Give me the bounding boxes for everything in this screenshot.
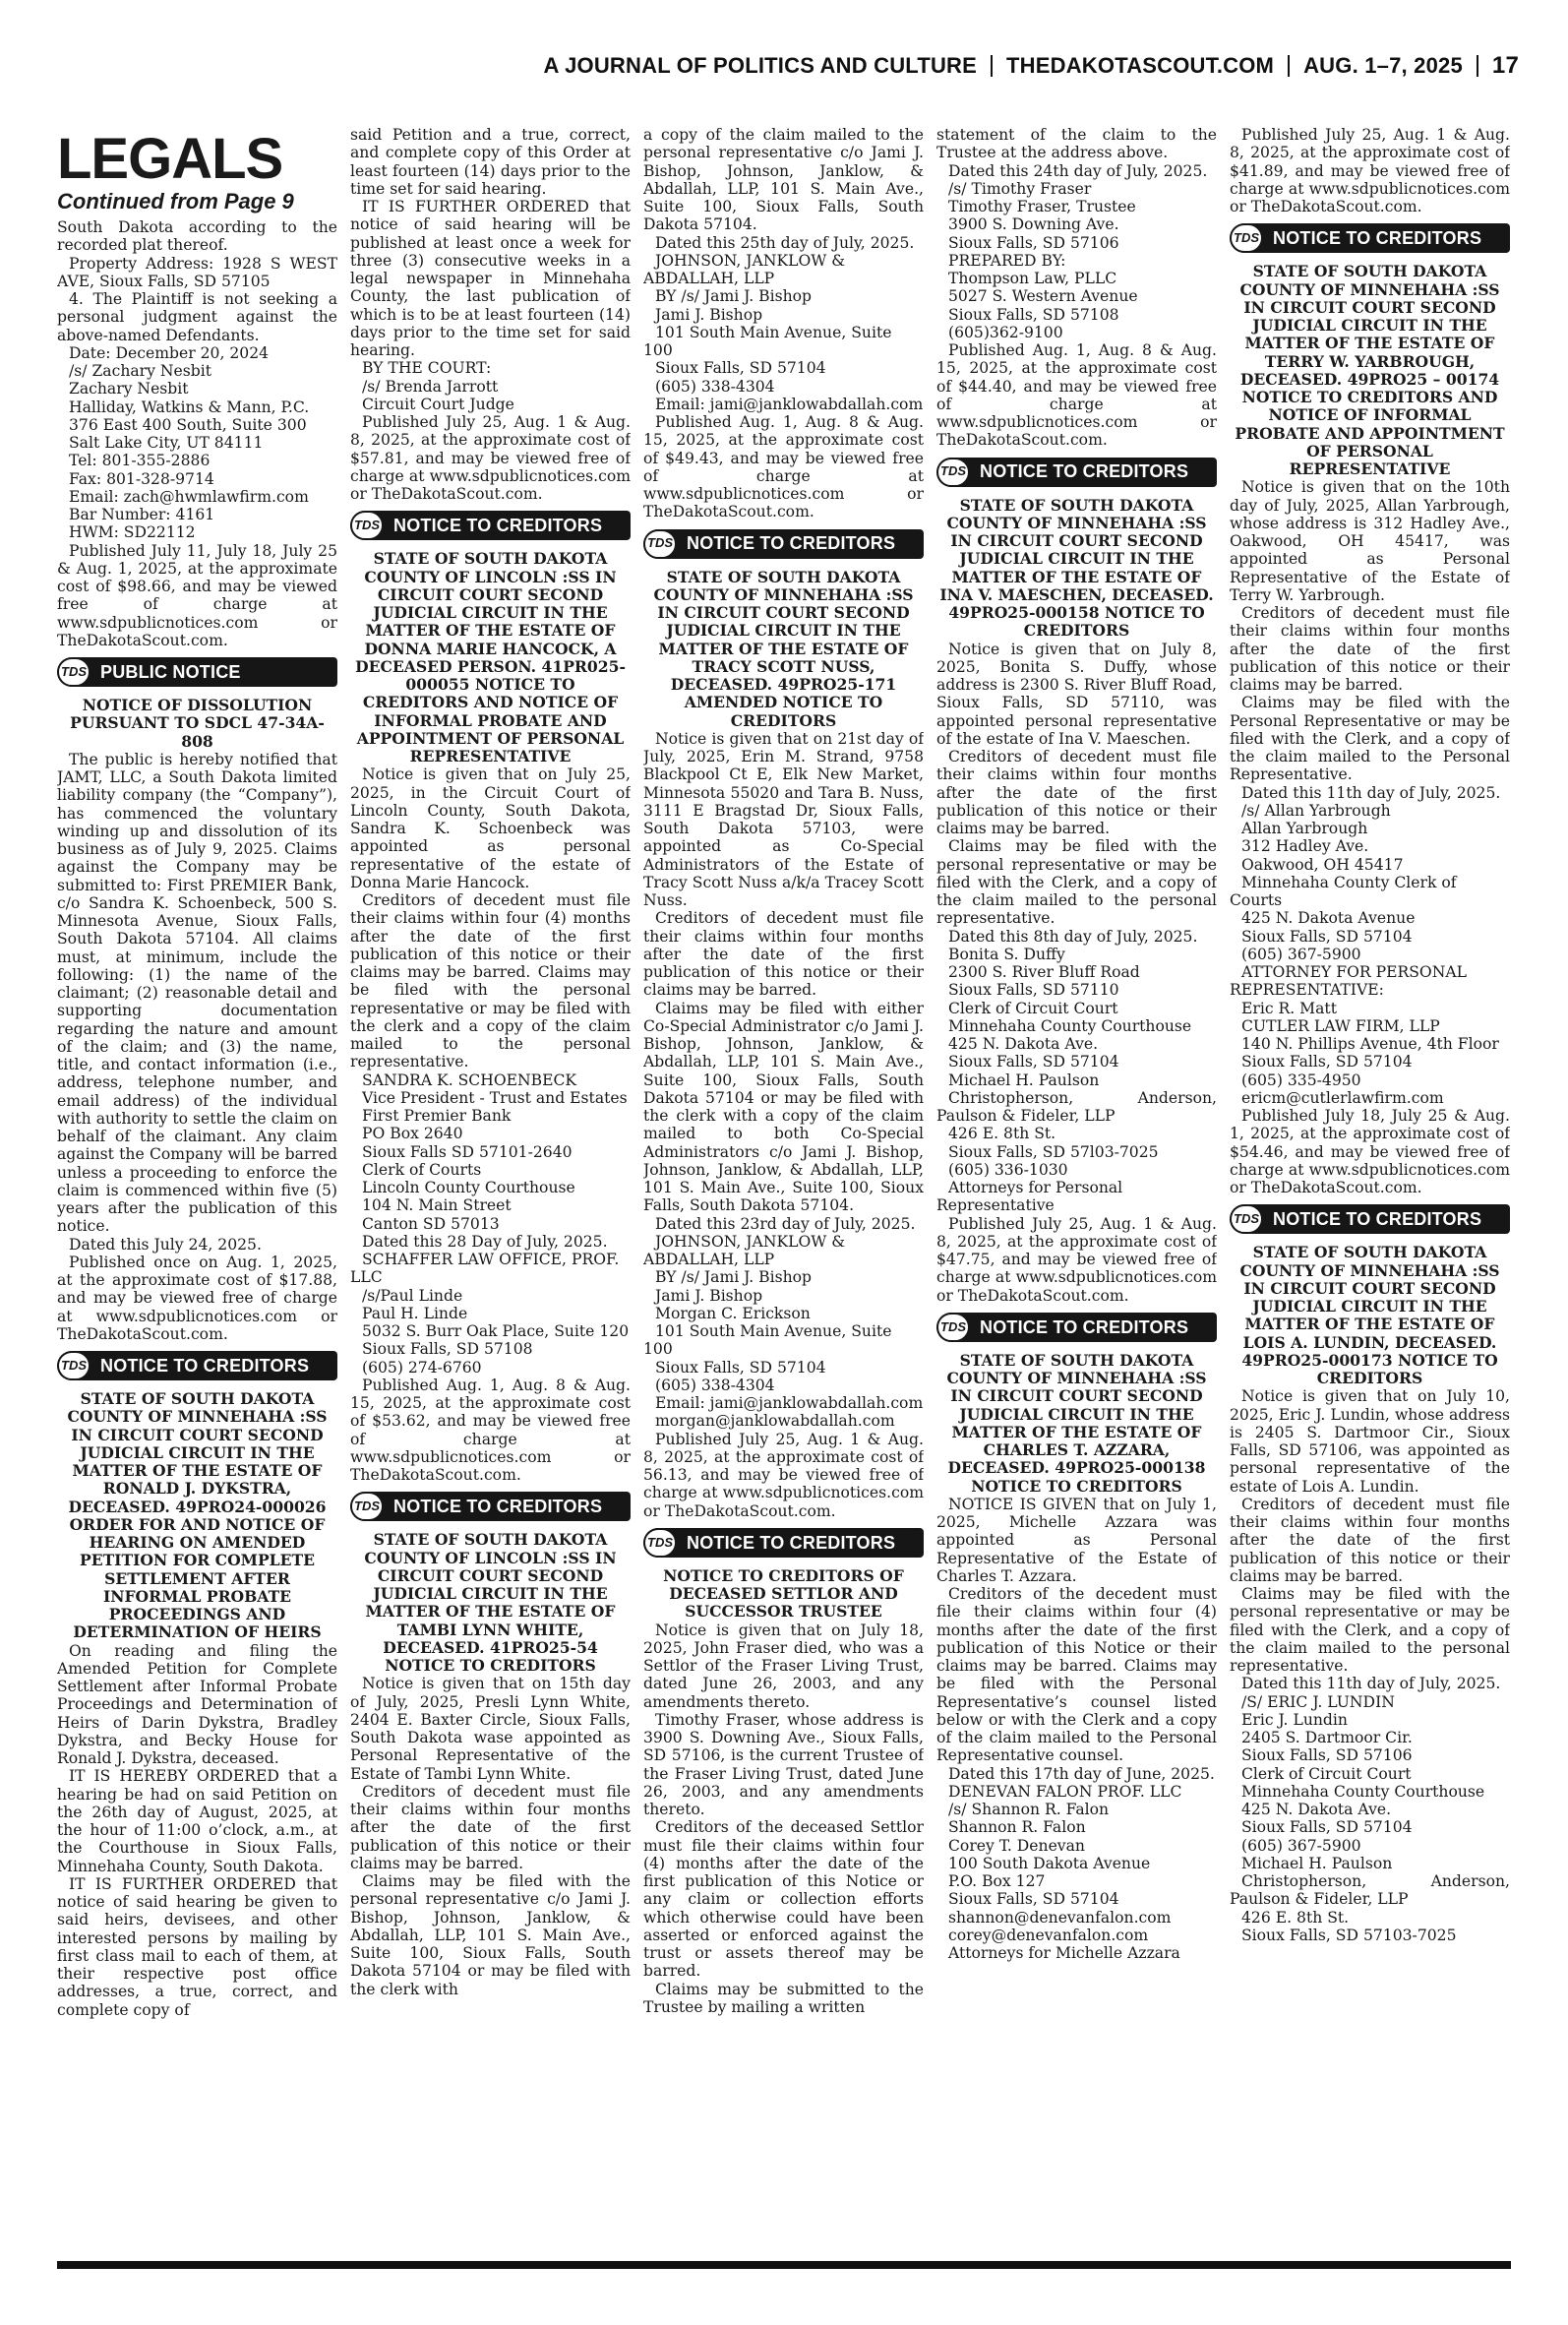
notice-paragraph: (605) 274-6760	[362, 1358, 482, 1377]
footer-rule	[57, 2261, 1511, 2269]
notice-paragraph: 376 East 400 South, Suite 300	[69, 415, 307, 434]
notice-paragraph: 100 South Dakota Avenue	[948, 1854, 1151, 1872]
notice-paragraph: Jami J. Bishop	[655, 305, 763, 324]
notice-caption: STATE OF SOUTH DAKOTA COUNTY OF MINNEHAHA :SS IN CIRCUIT COURT SECOND JUDICIAL CIRCUIT IN THE MATTER OF THE ESTATE OF TERRY W. YARBROUGH, DECEASED. 49PRO25 – 00174 NOTICE TO CREDITORS AND NOTICE OF INFORMAL PROBATE AND APPOINTMENT OF PERSONAL REPRESENTATIVE	[1235, 262, 1505, 478]
notice-paragraph: 104 N. Main Street	[362, 1196, 512, 1215]
notice-paragraph: Sioux Falls, SD 57106	[1241, 1746, 1413, 1765]
notice-paragraph: Salt Lake City, UT 84111	[69, 434, 264, 452]
notice-paragraph: (605) 338-4304	[655, 1376, 775, 1394]
notice-paragraph: Published Aug. 1, Aug. 8 & Aug. 15, 2025, at the approximate cost of $44.40, and may be viewed free of charge at www.sdpublicnotices.com or TheDakotaScout.com.	[936, 341, 1217, 450]
notice-paragraph: Sioux Falls, SD 57103-7025	[1241, 1926, 1457, 1944]
notice-paragraph: Sioux Falls, SD 57104	[948, 1053, 1119, 1071]
notice-caption: STATE OF SOUTH DAKOTA COUNTY OF LINCOLN :SS IN CIRCUIT COURT SECOND JUDICIAL CIRCUIT IN THE MATTER OF THE ESTATE OF DONNA MARIE HANCOCK, A DECEASED PERSON. 41PR025-000055 NOTICE TO CREDITORS AND NOTICE OF INFORMAL PROBATE AND APPOINTMENT OF PERSONAL REPRESENTATIVE	[355, 549, 626, 765]
notice-paragraph: Published July 25, Aug. 1 & Aug. 8, 2025, at the approximate cost of $41.89, and may be viewed free of charge at www.sdpublicnotices.com or TheDakotaScout.com.	[1230, 126, 1510, 215]
notice-category-label: NOTICE TO CREDITORS	[687, 1532, 896, 1553]
notice-paragraph: Sioux Falls, SD 57108	[362, 1340, 533, 1359]
notice-paragraph: Sioux Falls, SD 57104	[655, 359, 826, 378]
notice-paragraph: Eric R. Matt	[1241, 999, 1337, 1017]
notice-paragraph: Sioux Falls, SD 57104	[1241, 927, 1413, 946]
notice-paragraph: Claims may be filed with the Personal Representative or may be filed with the Clerk, and a copy of the claim mailed to the Personal Representative.	[1230, 694, 1510, 784]
notice-paragraph: On reading and filing the Amended Petition for Complete Settlement after Informal Probate Proceedings and Determination of Heirs of Darin Dykstra, Bradley Dykstra, and Becky House for Ronald J. Dykstra, deceased.	[57, 1641, 337, 1767]
notice-paragraph: NOTICE IS GIVEN that on July 1, 2025, Michelle Azzara was appointed as Personal Representative of the Estate of Charles T. Azzara.	[936, 1495, 1217, 1585]
notice-paragraph: Email: jami@janklowabdallah.com	[655, 395, 924, 413]
notice-paragraph: Sioux Falls, SD 57110	[948, 981, 1119, 1000]
notice-paragraph: (605) 367-5900	[1241, 945, 1361, 963]
notice-paragraph: BY /s/ Jami J. Bishop	[655, 287, 812, 306]
dakota-scout-badge-icon: TDS	[350, 511, 384, 540]
dakota-scout-badge-icon: TDS	[936, 458, 970, 487]
notice-paragraph: 426 E. 8th St.	[1241, 1908, 1350, 1927]
notice-caption: STATE OF SOUTH DAKOTA COUNTY OF MINNEHAHA :SS IN CIRCUIT COURT SECOND JUDICIAL CIRCUIT IN THE MATTER OF THE ESTATE OF RONALD J. DYKSTRA, DECEASED. 49PRO24-000026 ORDER FOR AND NOTICE OF HEARING ON AMENDED PETITION FOR COMPLETE SETTLEMENT AFTER INFORMAL PROBATE PROCEEDINGS AND DETERMINATION OF HEIRS	[67, 1389, 328, 1642]
notice-paragraph: Creditors of the deceased Settlor must file their claims within four (4) months after the date of the first publication of this Notice or any claim or collection efforts which otherwise could have been asserted or enforced against the trust or assets thereof may be barred.	[643, 1818, 924, 1981]
notice-paragraph: Claims may be filed with the personal representative or may be filed with the Clerk, and a copy of the claim mailed to the personal representative.	[1230, 1585, 1510, 1675]
notice-paragraph: Timothy Fraser, whose address is 3900 S. Downing Ave., Sioux Falls, SD 57106, is the current Trustee of the Fraser Living Trust, dated June 26, 2003, and any amendments thereto.	[643, 1710, 924, 1818]
notice-paragraph: corey@denevanfalon.com	[948, 1926, 1149, 1944]
notice-paragraph: Notice is given that on 21st day of July, 2025, Erin M. Strand, 9758 Blackpool Ct E, Elk New Market, Minnesota 55020 and Tara B. Nuss, 3111 E Bragstad Dr, Sioux Falls, South Dakota 57103, were appointed as Co-Special Administrators of the Estate of Tracy Scott Nuss a/k/a Tracey Scott Nuss.	[643, 729, 924, 909]
notice-paragraph: Clerk of Courts	[362, 1160, 482, 1179]
notice-category-label: NOTICE TO CREDITORS	[1273, 228, 1482, 249]
notice-paragraph: Jami J. Bishop	[655, 1286, 763, 1305]
notice-paragraph: ATTORNEY FOR PERSONAL REPRESENTATIVE:	[1230, 963, 1467, 1000]
notice-paragraph: Published July 18, July 25 & Aug. 1, 2025, at the approximate cost of $54.46, and may be viewed free of charge at www.sdpublicnotices.com or TheDakotaScout.com.	[1230, 1107, 1510, 1196]
notice-paragraph: Oakwood, OH 45417	[1241, 855, 1404, 874]
notice-paragraph: Email: jami@janklowabdallah.com	[655, 1394, 924, 1412]
notice-paragraph: Christopherson, Anderson, Paulson & Fideler, LLP	[1230, 1872, 1510, 1909]
notice-paragraph: Sioux Falls, SD 57104	[1241, 1818, 1413, 1837]
notice-paragraph: Dated this 11th day of July, 2025.	[1241, 1675, 1501, 1693]
notice-paragraph: South Dakota according to the recorded plat thereof.	[57, 218, 337, 255]
notice-paragraph: Eric J. Lundin	[1241, 1710, 1348, 1729]
notice-paragraph: JOHNSON, JANKLOW & ABDALLAH, LLP	[643, 1232, 846, 1268]
notice-caption: STATE OF SOUTH DAKOTA COUNTY OF MINNEHAHA :SS IN CIRCUIT COURT SECOND JUDICIAL CIRCUIT IN THE MATTER OF THE ESTATE OF TRACY SCOTT NUSS, DECEASED. 49PRO25-171 AMENDED NOTICE TO CREDITORS	[653, 567, 914, 730]
notice-paragraph: Sioux Falls, SD 57104	[655, 1358, 826, 1377]
column-4	[936, 126, 1217, 2251]
section-title: LEGALS	[57, 127, 283, 191]
notice-paragraph: 2405 S. Dartmoor Cir.	[1241, 1729, 1413, 1746]
notice-paragraph: /S/ ERIC J. LUNDIN	[1241, 1692, 1395, 1711]
notice-paragraph: 425 N. Dakota Ave.	[948, 1035, 1099, 1053]
notice-paragraph: /s/ Zachary Nesbit	[69, 362, 212, 380]
notice-paragraph: Property Address: 1928 S WEST AVE, Sioux Falls, SD 57105	[57, 254, 337, 290]
notice-paragraph: Dated this 11th day of July, 2025.	[1241, 783, 1501, 802]
notice-paragraph: 5032 S. Burr Oak Place, Suite 120	[362, 1322, 630, 1340]
column-2	[350, 126, 631, 2251]
notice-paragraph: 426 E. 8th St.	[948, 1125, 1056, 1143]
notice-category-label: NOTICE TO CREDITORS	[1273, 1209, 1482, 1230]
dakota-scout-badge-icon: TDS	[643, 529, 677, 559]
notice-paragraph: PREPARED BY:	[948, 251, 1066, 270]
notice-paragraph: 4. The Plaintiff is not seeking a personal judgment against the above-named Defendants.	[57, 290, 337, 344]
notice-paragraph: (605) 335-4950	[1241, 1071, 1361, 1089]
legal-notices-columns	[57, 126, 1510, 2251]
notice-paragraph: IT IS HEREBY ORDERED that a hearing be had on said Petition on the 26th day of August, 2025, at the hour of 11:00 o’clock, a.m., at the Courthouse in Sioux Falls, Minnehaha County, South Dakota.	[57, 1767, 337, 1875]
notice-paragraph: CUTLER LAW FIRM, LLP	[1241, 1016, 1440, 1035]
notice-paragraph: Published July 25, Aug. 1 & Aug. 8, 2025, at the approximate cost of 56.13, and may be viewed free of charge at www.sdpublicnotices.com or TheDakotaScout.com.	[643, 1430, 924, 1520]
notice-caption: STATE OF SOUTH DAKOTA COUNTY OF MINNEHAHA :SS IN CIRCUIT COURT SECOND JUDICIAL CIRCUIT IN THE MATTER OF THE ESTATE OF INA V. MAESCHEN, DECEASED. 49PRO25-000158 NOTICE TO CREDITORS	[939, 495, 1214, 641]
notice-paragraph: Creditors of decedent must file their claims within four months after the date of the first publication of this notice or their claims may be barred.	[1230, 604, 1510, 694]
notice-paragraph: Creditors of decedent must file their claims within four months after the date of the first publication of this notice or their claims may be barred.	[643, 909, 924, 1000]
page-number: 17	[1491, 52, 1519, 79]
notice-paragraph: Lincoln County Courthouse	[362, 1179, 575, 1196]
notice-paragraph: Sioux Falls, SD 57104	[948, 1890, 1119, 1909]
notice-paragraph: Notice is given that on July 25, 2025, in the Circuit Court of Lincoln County, South Dakota, Sandra K. Schoenbeck was appointed as personal representative of the estate of Donna Marie Hancock.	[350, 765, 631, 891]
notice-paragraph: 3900 S. Downing Ave.	[948, 215, 1119, 234]
notice-paragraph: 425 N. Dakota Avenue	[1241, 909, 1416, 928]
notice-paragraph: 2300 S. River Bluff Road	[948, 963, 1140, 981]
notice-paragraph: morgan@janklowabdallah.com	[655, 1412, 895, 1431]
notice-paragraph: shannon@denevanfalon.com	[948, 1908, 1172, 1927]
issue-date: AUG. 1–7, 2025	[1303, 53, 1463, 78]
notice-paragraph: Morgan C. Erickson	[655, 1304, 811, 1322]
notice-paragraph: Creditors of the decedent must file their claims within four (4) months after the date of the first publication of this Notice or their claims may be barred. Claims may be filed with the Personal Representative’s counsel listed below or with the Clerk and a copy of the claim mailed to the Personal Representative counsel.	[936, 1585, 1217, 1765]
notice-paragraph: Dated this 24th day of July, 2025.	[948, 161, 1208, 180]
notice-paragraph: First Premier Bank	[362, 1107, 512, 1125]
notice-paragraph: Timothy Fraser, Trustee	[948, 198, 1136, 215]
continued-from-note: Continued from Page 9	[57, 189, 294, 214]
notice-category-label: NOTICE TO CREDITORS	[980, 461, 1189, 482]
journal-tagline: A JOURNAL OF POLITICS AND CULTURE	[543, 53, 978, 78]
notice-paragraph: Attorneys for Michelle Azzara	[948, 1944, 1180, 1962]
notice-paragraph: Fax: 801-328-9714	[69, 469, 214, 488]
notice-paragraph: 140 N. Phillips Avenue, 4th Floor	[1241, 1035, 1499, 1053]
column-3	[643, 126, 924, 2251]
column-5	[1230, 126, 1510, 2251]
notice-paragraph: Thompson Law, PLLC	[948, 270, 1117, 287]
notice-paragraph: Dated this 17th day of June, 2025.	[948, 1764, 1215, 1783]
notice-paragraph: Attorneys for Personal Representative	[936, 1179, 1123, 1215]
notice-paragraph: The public is hereby notified that JAMT, LLC, a South Dakota limited liability company (the “Company”), has commenced the voluntary winding up and dissolution of its business as of July 9, 2025. Claims against the Company may be submitted to: First PREMIER Bank, c/o Sandra K. Schoenbeck, 500 S. Minnesota Avenue, Sioux Falls, South Dakota 57104. All claims must, at minimum, include the following: (1) the name of the claimant; (2) reasonable detail and supporting documentation regarding the nature and amount of the claim; and (3) the name, title, and contact information (i.e., address, telephone number, and email address) of the individual with authority to settle the claim on behalf of the claimant. Any claim against the Company will be barred unless a proceeding to enforce the claim is commenced within five (5) years after the publication of this notice.	[57, 750, 337, 1236]
notice-paragraph: Creditors of decedent must file their claims within four months after the date of the first publication of this notice or their claims may be barred.	[1230, 1495, 1510, 1585]
notice-paragraph: (605) 367-5900	[1241, 1836, 1361, 1855]
notice-paragraph: Sioux Falls, SD 57108	[948, 305, 1119, 324]
notice-category-label: PUBLIC NOTICE	[100, 661, 241, 682]
notice-category-label: NOTICE TO CREDITORS	[100, 1355, 310, 1376]
site-name[interactable]: THEDAKOTASCOUT.COM	[1006, 53, 1275, 78]
notice-paragraph: Sioux Falls SD 57101-2640	[362, 1142, 573, 1161]
notice-paragraph: Creditors of decedent must file their claims within four (4) months after the date of the first publication of this notice or their claims may be barred. Claims may be filed with the personal representative or may be filed with the clerk and a copy of the claim mailed to the personal representative.	[350, 891, 631, 1071]
notice-paragraph: Christopherson, Anderson, Paulson & Fideler, LLP	[936, 1088, 1217, 1125]
notice-paragraph: Sioux Falls, SD 57l03-7025	[948, 1142, 1159, 1161]
notice-paragraph: a copy of the claim mailed to the personal representative c/o Jami J. Bishop, Johnson, Janklow, & Abdallah, LLP, 101 S. Main Ave., Suite 100, Sioux Falls, South Dakota 57104.	[643, 126, 924, 234]
notice-paragraph: Published July 25, Aug. 1 & Aug. 8, 2025, at the approximate cost of $57.81, and may be viewed free of charge at www.sdpublicnotices.com or TheDakotaScout.com.	[350, 413, 631, 503]
notice-paragraph: (605) 338-4304	[655, 377, 775, 396]
notice-paragraph: Claims may be filed with the personal representative c/o Jami J. Bishop, Johnson, Janklow, & Abdallah, LLP, 101 S. Main Ave., Suite 100, Sioux Falls, South Dakota 57104 or may be filed with the clerk with	[350, 1872, 631, 1998]
notice-caption: NOTICE TO CREDITORS OF DECEASED SETTLOR AND SUCCESSOR TRUSTEE	[663, 1565, 904, 1621]
dakota-scout-badge-icon: TDS	[1230, 223, 1263, 253]
notice-paragraph: 312 Hadley Ave.	[1241, 837, 1369, 856]
notice-paragraph: Sioux Falls, SD 57106	[948, 233, 1119, 252]
notice-paragraph: Vice President - Trust and Estates	[362, 1088, 628, 1107]
notice-paragraph: Creditors of decedent must file their claims within four months after the date of the first publication of this notice or their claims may be barred.	[350, 1782, 631, 1872]
dakota-scout-badge-icon: TDS	[350, 1492, 384, 1521]
notice-category-header	[1230, 1204, 1510, 1234]
notice-paragraph: Notice is given that on July 18, 2025, John Fraser died, who was a Settlor of the Fraser Living Trust, dated June 26, 2003, and any amendments thereto.	[643, 1621, 924, 1711]
notice-paragraph: SCHAFFER LAW OFFICE, PROF. LLC	[350, 1251, 620, 1287]
notice-paragraph: Bonita S. Duffy	[948, 945, 1065, 963]
notice-paragraph: Minnehaha County Clerk of Courts	[1230, 873, 1457, 909]
header-divider	[1288, 55, 1290, 77]
notice-paragraph: IT IS FURTHER ORDERED that notice of said hearing will be published at least once a week for three (3) consecutive weeks in a legal newspaper in Minnehaha County, the last publication of which is to be at least fourteen (14) days prior to the time set for said hearing.	[350, 198, 631, 359]
notice-paragraph: /s/Paul Linde	[362, 1286, 463, 1305]
notice-paragraph: Dated this 23rd day of July, 2025.	[655, 1214, 916, 1233]
notice-paragraph: Dated this 8th day of July, 2025.	[948, 927, 1198, 946]
dakota-scout-badge-icon: TDS	[57, 1351, 90, 1380]
notice-paragraph: Email: zach@hwmlawfirm.com	[69, 487, 309, 506]
notice-paragraph: 101 South Main Avenue, Suite 100	[643, 323, 892, 359]
notice-paragraph: DENEVAN FALON PROF. LLC	[948, 1782, 1182, 1801]
notice-paragraph: Claims may be filed with the personal representative or may be filed with the Clerk, and a copy of the claim mailed to the personal representative.	[936, 837, 1217, 928]
notice-paragraph: 5027 S. Western Avenue	[948, 287, 1138, 306]
notice-paragraph: Dated this 28 Day of July, 2025.	[362, 1232, 608, 1251]
notice-paragraph: Minnehaha County Courthouse	[948, 1016, 1192, 1035]
notice-paragraph: BY THE COURT:	[362, 359, 492, 378]
notice-paragraph: /s/ Brenda Jarrott	[362, 377, 499, 396]
notice-paragraph: Published July 11, July 18, July 25 & Aug. 1, 2025, at the approximate cost of $98.66, and may be viewed free of charge at www.sdpublicnotices.com or TheDakotaScout.com.	[57, 541, 337, 649]
notice-category-label: NOTICE TO CREDITORS	[393, 516, 603, 536]
notice-paragraph: Published Aug. 1, Aug. 8 & Aug. 15, 2025, at the approximate cost of $53.62, and may be viewed free of charge at www.sdpublicnotices.com or TheDakotaScout.com.	[350, 1376, 631, 1484]
notice-paragraph: Claims may be filed with either Co-Special Administrator c/o Jami J. Bishop, Johnson, Janklow, & Abdallah, LLP, 101 S. Main Ave., Suite 100, Sioux Falls, South Dakota 57104 or may be filed with the clerk with a copy of the claim mailed to both Co-Special Administrators c/o Jami J. Bishop, Johnson, Janklow, & Abdallah, LLP, 101 S. Main Ave., Suite 100, Sioux Falls, South Dakota 57104.	[643, 999, 924, 1215]
notice-caption: STATE OF SOUTH DAKOTA COUNTY OF MINNEHAHA :SS IN CIRCUIT COURT SECOND JUDICIAL CIRCUIT IN THE MATTER OF THE ESTATE OF CHARLES T. AZZARA, DECEASED. 49PRO25-000138 NOTICE TO CREDITORS	[946, 1350, 1207, 1496]
notice-paragraph: /s/ Timothy Fraser	[948, 179, 1092, 198]
notice-paragraph: Published once on Aug. 1, 2025, at the approximate cost of $17.88, and may be viewed free of charge at www.sdpublicnotices.com or TheDakotaScout.com.	[57, 1253, 337, 1343]
notice-caption: STATE OF SOUTH DAKOTA COUNTY OF LINCOLN :SS IN CIRCUIT COURT SECOND JUDICIAL CIRCUIT IN THE MATTER OF THE ESTATE OF TAMBI LYNN WHITE, DECEASED. 41PRO25-54 NOTICE TO CREDITORS	[364, 1530, 617, 1675]
notice-caption: STATE OF SOUTH DAKOTA COUNTY OF MINNEHAHA :SS IN CIRCUIT COURT SECOND JUDICIAL CIRCUIT IN THE MATTER OF THE ESTATE OF LOIS A. LUNDIN, DECEASED. 49PRO25-000173 NOTICE TO CREDITORS	[1239, 1243, 1500, 1387]
notice-paragraph: /s/ Allan Yarbrough	[1241, 801, 1391, 820]
notice-paragraph: Sioux Falls, SD 57104	[1241, 1053, 1413, 1071]
notice-paragraph: Paul H. Linde	[362, 1304, 468, 1322]
notice-paragraph: 425 N. Dakota Ave.	[1241, 1801, 1392, 1818]
notice-category-label: NOTICE TO CREDITORS	[687, 533, 896, 554]
notice-paragraph: Published July 25, Aug. 1 & Aug. 8, 2025, at the approximate cost of $47.75, and may be viewed free of charge at www.sdpublicnotices.com or TheDakotaScout.com.	[936, 1214, 1217, 1305]
notice-paragraph: Bar Number: 4161	[69, 506, 215, 523]
notice-paragraph: Notice is given that on the 10th day of July, 2025, Allan Yarbrough, whose address is 312 Hadley Ave., Oakwood, OH 45417, was appointed as Personal Representative of the Estate of Terry W. Yarbrough.	[1230, 478, 1510, 604]
notice-paragraph: SANDRA K. SCHOENBECK	[362, 1071, 577, 1089]
notice-paragraph: Allan Yarbrough	[1241, 820, 1368, 837]
notice-paragraph: 101 South Main Avenue, Suite 100	[643, 1322, 892, 1359]
notice-paragraph: Creditors of decedent must file their claims within four months after the date of the first publication of this notice or their claims may be barred.	[936, 748, 1217, 837]
header-divider	[991, 55, 993, 77]
notice-category-header	[643, 1528, 924, 1558]
notice-paragraph: Michael H. Paulson	[1241, 1854, 1393, 1872]
notice-paragraph: Halliday, Watkins & Mann, P.C.	[69, 398, 310, 416]
notice-caption: NOTICE OF DISSOLUTION PURSUANT TO SDCL 47-34A-808	[70, 696, 325, 751]
notice-paragraph: Minnehaha County Courthouse	[1241, 1782, 1485, 1801]
notice-paragraph: Claims may be submitted to the Trustee by mailing a written	[643, 1980, 924, 2016]
notice-paragraph: JOHNSON, JANKLOW & ABDALLAH, LLP	[643, 251, 846, 287]
notice-paragraph: ericm@cutlerlawfirm.com	[1241, 1088, 1444, 1107]
notice-paragraph: Notice is given that on July 10, 2025, Eric J. Lundin, whose address is 2405 S. Dartmoor Cir., Sioux Falls, SD 57106, was appointed as personal representative of the estate of Lois A. Lundin.	[1230, 1387, 1510, 1496]
notice-category-header	[936, 1313, 1217, 1342]
notice-category-header	[57, 1351, 337, 1380]
notice-paragraph: HWM: SD22112	[69, 523, 196, 542]
notice-paragraph: Tel: 801-355-2886	[69, 452, 211, 470]
notice-paragraph: IT IS FURTHER ORDERED that notice of said hearing be given to said heirs, devisees, and other interested persons by mailing by first class mail to each of them, at their respective post office addresses, a true, correct, and complete copy of	[57, 1874, 337, 2019]
notice-paragraph: Dated this 25th day of July, 2025.	[655, 233, 915, 252]
notice-paragraph: Dated this July 24, 2025.	[69, 1235, 262, 1254]
notice-paragraph: said Petition and a true, correct, and complete copy of this Order at least fourteen (14) days prior to the time set for said hearing.	[350, 126, 631, 198]
notice-category-header	[350, 1492, 631, 1521]
notice-paragraph: P.O. Box 127	[948, 1872, 1046, 1890]
notice-paragraph: Notice is given that on July 8, 2025, Bonita S. Duffy, whose address is 2300 S. River Bluff Road, Sioux Falls, SD 57110, was appointed personal representative of the estate of Ina V. Maeschen.	[936, 640, 1217, 748]
notice-paragraph: statement of the claim to the Trustee at the address above.	[936, 126, 1217, 162]
notice-paragraph: Corey T. Denevan	[948, 1836, 1085, 1855]
notice-category-label: NOTICE TO CREDITORS	[980, 1316, 1189, 1337]
notice-category-header	[1230, 223, 1510, 253]
notice-paragraph: Canton SD 57013	[362, 1214, 500, 1233]
notice-category-header	[350, 511, 631, 540]
notice-paragraph: (605) 336-1030	[948, 1160, 1068, 1179]
notice-category-header	[57, 657, 337, 687]
dakota-scout-badge-icon: TDS	[643, 1528, 677, 1558]
notice-category-header	[643, 529, 924, 559]
notice-category-header	[936, 458, 1217, 487]
page-header	[544, 49, 1519, 83]
dakota-scout-badge-icon: TDS	[57, 657, 90, 687]
notice-paragraph: Notice is given that on 15th day of July, 2025, Presli Lynn White, 2404 E. Baxter Circle, Sioux Falls, South Dakota wase appointed as Personal Representative of the Estate of Tambi Lynn White.	[350, 1675, 631, 1783]
notice-paragraph: Zachary Nesbit	[69, 380, 189, 398]
notice-paragraph: Published Aug. 1, Aug. 8 & Aug. 15, 2025, at the approximate cost of $49.43, and may be viewed free of charge at www.sdpublicnotices.com or TheDakotaScout.com.	[643, 413, 924, 521]
notice-paragraph: (605)362-9100	[948, 323, 1063, 341]
notice-paragraph: Michael H. Paulson	[948, 1071, 1100, 1089]
notice-paragraph: PO Box 2640	[362, 1125, 463, 1143]
dakota-scout-badge-icon: TDS	[1230, 1204, 1263, 1234]
header-divider	[1477, 55, 1478, 77]
notice-paragraph: BY /s/ Jami J. Bishop	[655, 1268, 812, 1287]
column-1	[57, 126, 337, 2251]
notice-category-label: NOTICE TO CREDITORS	[393, 1497, 603, 1517]
notice-paragraph: /s/ Shannon R. Falon	[948, 1801, 1110, 1818]
notice-paragraph: Shannon R. Falon	[948, 1818, 1086, 1837]
notice-paragraph: Circuit Court Judge	[362, 395, 514, 413]
notice-paragraph: Clerk of Circuit Court	[948, 999, 1118, 1017]
notice-paragraph: Date: December 20, 2024	[69, 343, 270, 362]
notice-paragraph: Clerk of Circuit Court	[1241, 1764, 1412, 1783]
dakota-scout-badge-icon: TDS	[936, 1313, 970, 1342]
